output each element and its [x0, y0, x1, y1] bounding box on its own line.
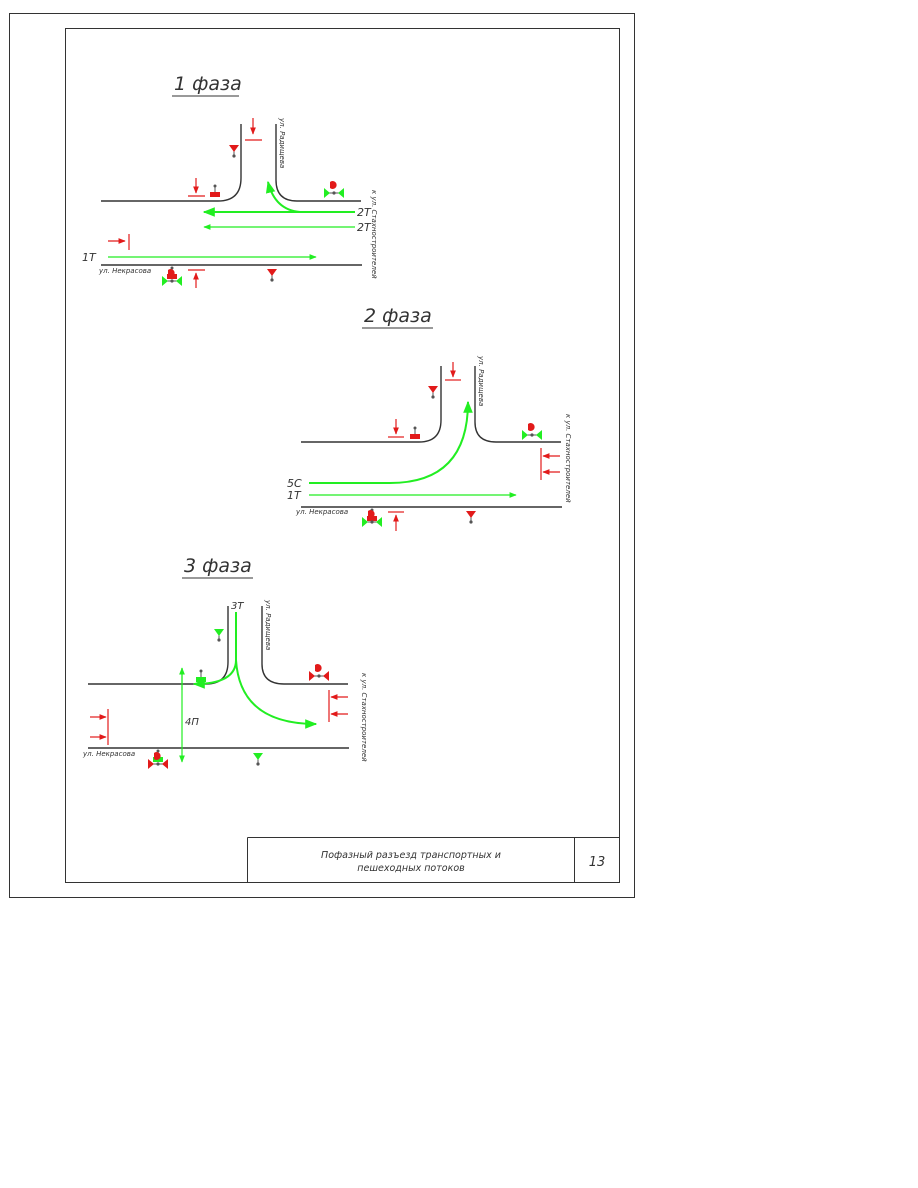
- street-label-horizontal: ул. Некрасова: [99, 267, 152, 275]
- traffic-light-icon: [324, 181, 344, 198]
- flow-arrow-3t-right: [194, 612, 236, 684]
- phase-1-title: 1 фаза: [174, 73, 242, 95]
- flow-label-2t-b: 2T: [357, 221, 371, 234]
- street-label-side: к ул. Стахностроителей: [564, 414, 572, 503]
- traffic-light-icon: [253, 753, 263, 766]
- street-label-side: к ул. Стахностроителей: [370, 190, 378, 279]
- sheet-number: 13: [588, 855, 606, 870]
- road-edge-ne: [276, 124, 361, 201]
- flow-label-4p: 4П: [185, 717, 199, 728]
- road-edge-nw: [88, 606, 228, 684]
- traffic-light-icon: [229, 145, 239, 158]
- phase-2-title: 2 фаза: [364, 305, 432, 327]
- flow-label-3t: 3T: [231, 601, 244, 612]
- inner-frame: [66, 29, 620, 883]
- street-label-vertical: ул. Радищева: [278, 118, 286, 169]
- street-label-horizontal: ул. Некрасова: [83, 750, 136, 758]
- road-edge-ne: [475, 366, 561, 442]
- traffic-light-icon: [428, 386, 438, 399]
- title-line-2: пешеходных потоков: [357, 863, 465, 874]
- flow-label-5c: 5C: [287, 477, 302, 490]
- pedestrian-light-icon: [210, 185, 220, 198]
- street-label-vertical: ул. Радищева: [477, 356, 485, 407]
- traffic-light-icon: [466, 511, 476, 524]
- phase-1: [82, 73, 378, 288]
- road-edge-nw: [301, 366, 441, 442]
- flow-label-1t: 1T: [287, 489, 301, 502]
- flow-arrow-2t-turn: [268, 182, 300, 212]
- street-label-vertical: ул. Радищева: [264, 600, 272, 651]
- title-block: [248, 838, 620, 883]
- traffic-light-icon: [522, 423, 542, 440]
- traffic-light-icon: [309, 664, 329, 681]
- phase-2: [287, 305, 572, 531]
- pedestrian-light-icon: [410, 427, 420, 440]
- flow-label-1t: 1T: [82, 251, 96, 264]
- title-line-1: Пофазный разъезд транспортных и: [321, 850, 501, 861]
- street-label-side: к ул. Стахностроителей: [360, 673, 368, 762]
- phase-3: [82, 555, 368, 769]
- road-edge-nw: [101, 124, 241, 201]
- phase-3-title: 3 фаза: [184, 555, 252, 577]
- pedestrian-light-icon: [196, 670, 206, 683]
- street-label-horizontal: ул. Некрасова: [296, 508, 349, 516]
- traffic-light-icon: [267, 269, 277, 282]
- road-edge-ne: [262, 606, 348, 684]
- flow-arrow-3t-left: [236, 660, 316, 724]
- flow-label-2t-a: 2T: [357, 206, 371, 219]
- traffic-light-icon: [214, 629, 224, 642]
